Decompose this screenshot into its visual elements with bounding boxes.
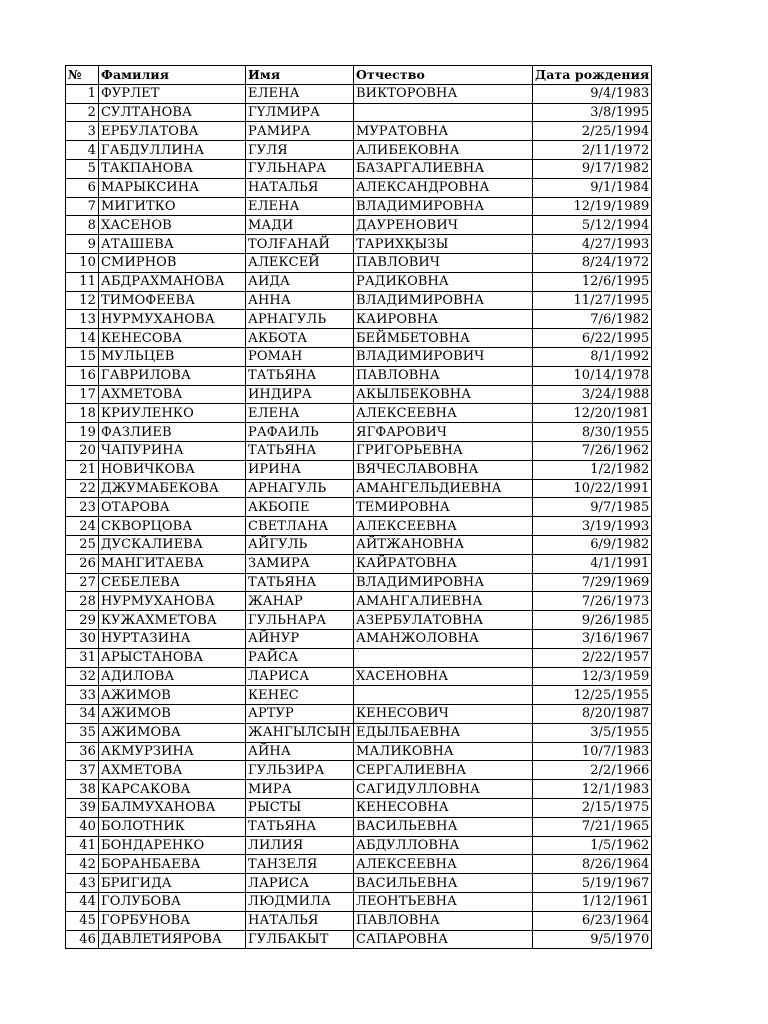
table-row [66, 253, 652, 272]
birth-date-cell: 9/17/1982 [533, 159, 652, 178]
patronymic-cell: ЯГФАРОВИЧ [354, 423, 533, 442]
last-name-cell: КРИУЛЕНКО [99, 404, 246, 423]
last-name-cell: МАРЫКСИНА [99, 178, 246, 197]
row-number: 9 [66, 235, 99, 254]
first-name-cell: ТАТЬЯНА [246, 573, 354, 592]
table-row [66, 836, 652, 855]
birth-date-cell: 6/9/1982 [533, 535, 652, 554]
first-name-cell: ЖАНАР [246, 592, 354, 611]
birth-date-cell: 9/1/1984 [533, 178, 652, 197]
birth-date-cell: 6/23/1964 [533, 911, 652, 930]
patronymic-cell: МАЛИКОВНА [354, 742, 533, 761]
row-number: 3 [66, 122, 99, 141]
birth-date-cell: 5/19/1967 [533, 874, 652, 893]
row-number: 17 [66, 385, 99, 404]
first-name-cell: СВЕТЛАНА [246, 517, 354, 536]
last-name-cell: КАРСАКОВА [99, 780, 246, 799]
table-row [66, 404, 652, 423]
row-number: 23 [66, 498, 99, 517]
row-number: 27 [66, 573, 99, 592]
patronymic-cell: АЙТЖАНОВНА [354, 535, 533, 554]
last-name-cell: ТАКПАНОВА [99, 159, 246, 178]
row-number: 22 [66, 479, 99, 498]
patronymic-cell: АЛЕКСЕЕВНА [354, 404, 533, 423]
patronymic-cell: ВЛАДИМИРОВИЧ [354, 347, 533, 366]
last-name-cell: ДАВЛЕТИЯРОВА [99, 930, 246, 949]
first-name-cell: ГУЛЯ [246, 141, 354, 160]
first-name-cell: РАМИРА [246, 122, 354, 141]
first-name-cell: ГУЛБАКЫТ [246, 930, 354, 949]
birth-date-cell: 1/5/1962 [533, 836, 652, 855]
patronymic-cell: ВЯЧЕСЛАВОВНА [354, 460, 533, 479]
last-name-cell: СКВОРЦОВА [99, 517, 246, 536]
patronymic-cell: АЗЕРБУЛАТОВНА [354, 611, 533, 630]
first-name-cell: НАТАЛЬЯ [246, 911, 354, 930]
birth-date-cell: 7/26/1962 [533, 441, 652, 460]
row-number: 41 [66, 836, 99, 855]
first-name-cell: АЛЕКСЕЙ [246, 253, 354, 272]
birth-date-cell: 1/12/1961 [533, 893, 652, 912]
row-number: 42 [66, 855, 99, 874]
last-name-cell: АДИЛОВА [99, 667, 246, 686]
table-row [66, 817, 652, 836]
table-row [66, 648, 652, 667]
patronymic-cell: ВАСИЛЬЕВНА [354, 817, 533, 836]
patronymic-cell: АЛЕКСЕЕВНА [354, 517, 533, 536]
table-row [66, 498, 652, 517]
row-number: 8 [66, 216, 99, 235]
table-row [66, 930, 652, 949]
patronymic-cell: ВЛАДИМИРОВНА [354, 573, 533, 592]
patronymic-cell: СЕРГАЛИЕВНА [354, 761, 533, 780]
birth-date-cell: 12/1/1983 [533, 780, 652, 799]
table-row [66, 592, 652, 611]
first-name-cell: АРТУР [246, 705, 354, 724]
row-number: 26 [66, 554, 99, 573]
birth-date-cell: 8/1/1992 [533, 347, 652, 366]
row-number: 40 [66, 817, 99, 836]
first-name-cell: РОМАН [246, 347, 354, 366]
row-number: 18 [66, 404, 99, 423]
row-number: 7 [66, 197, 99, 216]
patronymic-cell: ВИКТОРОВНА [354, 84, 533, 103]
last-name-cell: БОЛОТНИК [99, 817, 246, 836]
row-number: 30 [66, 629, 99, 648]
last-name-cell: СУЛТАНОВА [99, 103, 246, 122]
last-name-cell: ГОРБУНОВА [99, 911, 246, 930]
table-row [66, 761, 652, 780]
birth-date-cell: 2/25/1994 [533, 122, 652, 141]
first-name-cell: АКБОПЕ [246, 498, 354, 517]
birth-date-cell: 8/24/1972 [533, 253, 652, 272]
patronymic-cell: ПАВЛОВИЧ [354, 253, 533, 272]
birth-date-cell: 3/24/1988 [533, 385, 652, 404]
birth-date-cell: 4/1/1991 [533, 554, 652, 573]
birth-date-cell: 12/19/1989 [533, 197, 652, 216]
last-name-cell: ТИМОФЕЕВА [99, 291, 246, 310]
row-number: 19 [66, 423, 99, 442]
patronymic-cell: АМАНГЕЛЬДИЕВНА [354, 479, 533, 498]
first-name-cell: ЗАМИРА [246, 554, 354, 573]
patronymic-cell: ВАСИЛЬЕВНА [354, 874, 533, 893]
table-row [66, 122, 652, 141]
patronymic-cell: ТАРИХҚЫЗЫ [354, 235, 533, 254]
table-row [66, 893, 652, 912]
patronymic-cell: АКЫЛБЕКОВНА [354, 385, 533, 404]
last-name-cell: ГАВРИЛОВА [99, 366, 246, 385]
patronymic-cell: ГРИГОРЬЕВНА [354, 441, 533, 460]
last-name-cell: ЕРБУЛАТОВА [99, 122, 246, 141]
last-name-cell: БОНДАРЕНКО [99, 836, 246, 855]
patronymic-cell: ПАВЛОВНА [354, 366, 533, 385]
birth-date-cell: 12/25/1955 [533, 686, 652, 705]
first-name-cell: ГУЛЬНАРА [246, 611, 354, 630]
row-number: 4 [66, 141, 99, 160]
table-row [66, 347, 652, 366]
last-name-cell: БАЛМУХАНОВА [99, 799, 246, 818]
birth-date-cell: 8/30/1955 [533, 423, 652, 442]
last-name-cell: АЖИМОВ [99, 686, 246, 705]
birth-date-cell: 5/12/1994 [533, 216, 652, 235]
last-name-cell: МАНГИТАЕВА [99, 554, 246, 573]
patronymic-cell: ХАСЕНОВНА [354, 667, 533, 686]
patronymic-cell: САГИДУЛЛОВНА [354, 780, 533, 799]
first-name-cell: ГҮЛМИРА [246, 103, 354, 122]
table-row [66, 366, 652, 385]
birth-date-cell: 10/14/1978 [533, 366, 652, 385]
patronymic-cell: ПАВЛОВНА [354, 911, 533, 930]
birth-date-cell: 9/7/1985 [533, 498, 652, 517]
patronymic-cell: ЛЕОНТЬЕВНА [354, 893, 533, 912]
row-number: 11 [66, 272, 99, 291]
last-name-cell: СМИРНОВ [99, 253, 246, 272]
last-name-cell: ГОЛУБОВА [99, 893, 246, 912]
birth-date-cell: 9/4/1983 [533, 84, 652, 103]
row-number: 31 [66, 648, 99, 667]
first-name-cell: АЙНА [246, 742, 354, 761]
table-row [66, 329, 652, 348]
last-name-cell: АЖИМОВ [99, 705, 246, 724]
last-name-cell: АКМУРЗИНА [99, 742, 246, 761]
row-number: 20 [66, 441, 99, 460]
table-body [66, 84, 652, 949]
last-name-cell: ЧАПУРИНА [99, 441, 246, 460]
table-header [66, 66, 652, 85]
table-row [66, 141, 652, 160]
header-row [66, 66, 652, 85]
last-name-cell: ФУРЛЕТ [99, 84, 246, 103]
birth-date-cell: 8/26/1964 [533, 855, 652, 874]
birth-date-cell: 12/20/1981 [533, 404, 652, 423]
last-name-cell: ОТАРОВА [99, 498, 246, 517]
row-number: 12 [66, 291, 99, 310]
patronymic-cell: КЕНЕСОВНА [354, 799, 533, 818]
first-name-cell: МИРА [246, 780, 354, 799]
patronymic-cell [354, 103, 533, 122]
table-row [66, 667, 652, 686]
last-name-cell: КУЖАХМЕТОВА [99, 611, 246, 630]
table-row [66, 911, 652, 930]
row-number: 44 [66, 893, 99, 912]
header-last-name: Фамилия [99, 66, 246, 85]
patronymic-cell: САПАРОВНА [354, 930, 533, 949]
table-row [66, 517, 652, 536]
birth-date-cell: 2/2/1966 [533, 761, 652, 780]
last-name-cell: БРИГИДА [99, 874, 246, 893]
last-name-cell: АРЫСТАНОВА [99, 648, 246, 667]
patronymic-cell [354, 648, 533, 667]
last-name-cell: ХАСЕНОВ [99, 216, 246, 235]
patronymic-cell: АМАНГАЛИЕВНА [354, 592, 533, 611]
table-row [66, 780, 652, 799]
first-name-cell: АЙНУР [246, 629, 354, 648]
table-row [66, 874, 652, 893]
last-name-cell: ДЖУМАБЕКОВА [99, 479, 246, 498]
patronymic-cell: БАЗАРГАЛИЕВНА [354, 159, 533, 178]
first-name-cell: ЛАРИСА [246, 667, 354, 686]
table-row [66, 554, 652, 573]
last-name-cell: ДУСКАЛИЕВА [99, 535, 246, 554]
first-name-cell: НАТАЛЬЯ [246, 178, 354, 197]
first-name-cell: ИНДИРА [246, 385, 354, 404]
patronymic-cell: АМАНЖОЛОВНА [354, 629, 533, 648]
table-row [66, 197, 652, 216]
table-row [66, 723, 652, 742]
first-name-cell: АРНАГУЛЬ [246, 479, 354, 498]
last-name-cell: НУРМУХАНОВА [99, 592, 246, 611]
row-number: 46 [66, 930, 99, 949]
first-name-cell: ТАТЬЯНА [246, 366, 354, 385]
last-name-cell: АТАШЕВА [99, 235, 246, 254]
patronymic-cell: КЕНЕСОВИЧ [354, 705, 533, 724]
birth-date-cell: 7/29/1969 [533, 573, 652, 592]
first-name-cell: ЕЛЕНА [246, 84, 354, 103]
table-row [66, 385, 652, 404]
birth-date-cell: 4/27/1993 [533, 235, 652, 254]
patronymic-cell: КАИРОВНА [354, 310, 533, 329]
row-number: 24 [66, 517, 99, 536]
last-name-cell: АХМЕТОВА [99, 761, 246, 780]
row-number: 32 [66, 667, 99, 686]
row-number: 36 [66, 742, 99, 761]
last-name-cell: СЕБЕЛЕВА [99, 573, 246, 592]
table-row [66, 235, 652, 254]
first-name-cell: МАДИ [246, 216, 354, 235]
birth-date-cell: 11/27/1995 [533, 291, 652, 310]
last-name-cell: АХМЕТОВА [99, 385, 246, 404]
table-row [66, 855, 652, 874]
patronymic-cell: КАЙРАТОВНА [354, 554, 533, 573]
first-name-cell: ЖАНГЫЛСЫН [246, 723, 354, 742]
birth-date-cell: 2/11/1972 [533, 141, 652, 160]
row-number: 10 [66, 253, 99, 272]
first-name-cell: РАЙСА [246, 648, 354, 667]
row-number: 25 [66, 535, 99, 554]
last-name-cell: КЕНЕСОВА [99, 329, 246, 348]
row-number: 14 [66, 329, 99, 348]
row-number: 37 [66, 761, 99, 780]
first-name-cell: АИДА [246, 272, 354, 291]
first-name-cell: АННА [246, 291, 354, 310]
birth-date-cell: 8/20/1987 [533, 705, 652, 724]
patronymic-cell: ЕДЫЛБАЕВНА [354, 723, 533, 742]
last-name-cell: НОВИЧКОВА [99, 460, 246, 479]
birth-date-cell: 10/7/1983 [533, 742, 652, 761]
birth-date-cell: 12/6/1995 [533, 272, 652, 291]
header-patronymic: Отчество [354, 66, 533, 85]
patronymic-cell: ДАУРЕНОВИЧ [354, 216, 533, 235]
header-birth-date: Дата рождения [533, 66, 652, 85]
birth-date-cell: 9/26/1985 [533, 611, 652, 630]
patronymic-cell: АБДУЛЛОВНА [354, 836, 533, 855]
table-row [66, 629, 652, 648]
table-row [66, 103, 652, 122]
row-number: 33 [66, 686, 99, 705]
birth-date-cell: 3/19/1993 [533, 517, 652, 536]
row-number: 16 [66, 366, 99, 385]
patronymic-cell: ВЛАДИМИРОВНА [354, 197, 533, 216]
patronymic-cell: АЛЕКСЕЕВНА [354, 855, 533, 874]
last-name-cell: БОРАНБАЕВА [99, 855, 246, 874]
birth-date-cell: 6/22/1995 [533, 329, 652, 348]
last-name-cell: ФАЗЛИЕВ [99, 423, 246, 442]
patronymic-cell: БЕЙМБЕТОВНА [354, 329, 533, 348]
row-number: 43 [66, 874, 99, 893]
row-number: 13 [66, 310, 99, 329]
row-number: 34 [66, 705, 99, 724]
first-name-cell: ЛИЛИЯ [246, 836, 354, 855]
first-name-cell: ГУЛЬЗИРА [246, 761, 354, 780]
first-name-cell: АЙГУЛЬ [246, 535, 354, 554]
table-row [66, 479, 652, 498]
birth-date-cell: 7/26/1973 [533, 592, 652, 611]
birth-date-cell: 2/22/1957 [533, 648, 652, 667]
first-name-cell: АКБОТА [246, 329, 354, 348]
patronymic-cell: АЛИБЕКОВНА [354, 141, 533, 160]
header-num: № [66, 66, 99, 85]
patronymic-cell [354, 686, 533, 705]
row-number: 35 [66, 723, 99, 742]
row-number: 45 [66, 911, 99, 930]
row-number: 1 [66, 84, 99, 103]
birth-date-cell: 2/15/1975 [533, 799, 652, 818]
first-name-cell: ЕЛЕНА [246, 404, 354, 423]
first-name-cell: ИРИНА [246, 460, 354, 479]
table-row [66, 291, 652, 310]
table-row [66, 742, 652, 761]
last-name-cell: АБДРАХМАНОВА [99, 272, 246, 291]
row-number: 39 [66, 799, 99, 818]
last-name-cell: НУРТАЗИНА [99, 629, 246, 648]
row-number: 6 [66, 178, 99, 197]
birth-date-cell: 1/2/1982 [533, 460, 652, 479]
row-number: 5 [66, 159, 99, 178]
patronymic-cell: ТЕМИРОВНА [354, 498, 533, 517]
row-number: 21 [66, 460, 99, 479]
birth-date-cell: 3/16/1967 [533, 629, 652, 648]
patronymic-cell: МУРАТОВНА [354, 122, 533, 141]
first-name-cell: ЕЛЕНА [246, 197, 354, 216]
table-row [66, 310, 652, 329]
last-name-cell: МИГИТКО [99, 197, 246, 216]
table-row [66, 611, 652, 630]
row-number: 28 [66, 592, 99, 611]
first-name-cell: ЛЮДМИЛА [246, 893, 354, 912]
birth-date-cell: 3/5/1955 [533, 723, 652, 742]
patronymic-cell: ВЛАДИМИРОВНА [354, 291, 533, 310]
first-name-cell: ТОЛҒАНАЙ [246, 235, 354, 254]
row-number: 2 [66, 103, 99, 122]
table-row [66, 573, 652, 592]
first-name-cell: ЛАРИСА [246, 874, 354, 893]
table-row [66, 272, 652, 291]
first-name-cell: ТАНЗЕЛЯ [246, 855, 354, 874]
birth-date-cell: 12/3/1959 [533, 667, 652, 686]
table-row [66, 216, 652, 235]
table-row [66, 460, 652, 479]
birth-date-cell: 9/5/1970 [533, 930, 652, 949]
first-name-cell: ТАТЬЯНА [246, 817, 354, 836]
table-row [66, 159, 652, 178]
first-name-cell: ГУЛЬНАРА [246, 159, 354, 178]
birth-date-cell: 7/6/1982 [533, 310, 652, 329]
table-row [66, 535, 652, 554]
header-first-name: Имя [246, 66, 354, 85]
last-name-cell: АЖИМОВА [99, 723, 246, 742]
patronymic-cell: АЛЕКСАНДРОВНА [354, 178, 533, 197]
table-row [66, 441, 652, 460]
last-name-cell: ГАБДУЛЛИНА [99, 141, 246, 160]
first-name-cell: АРНАГУЛЬ [246, 310, 354, 329]
table-row [66, 799, 652, 818]
patronymic-cell: РАДИКОВНА [354, 272, 533, 291]
last-name-cell: НУРМУХАНОВА [99, 310, 246, 329]
table-row [66, 686, 652, 705]
first-name-cell: КЕНЕС [246, 686, 354, 705]
row-number: 15 [66, 347, 99, 366]
people-table [65, 65, 652, 949]
row-number: 29 [66, 611, 99, 630]
birth-date-cell: 7/21/1965 [533, 817, 652, 836]
table-row [66, 84, 652, 103]
first-name-cell: РЫСТЫ [246, 799, 354, 818]
table-row [66, 178, 652, 197]
last-name-cell: МУЛЬЦЕВ [99, 347, 246, 366]
first-name-cell: ТАТЬЯНА [246, 441, 354, 460]
table-row [66, 705, 652, 724]
row-number: 38 [66, 780, 99, 799]
birth-date-cell: 10/22/1991 [533, 479, 652, 498]
birth-date-cell: 3/8/1995 [533, 103, 652, 122]
first-name-cell: РАФАИЛЬ [246, 423, 354, 442]
table-row [66, 423, 652, 442]
